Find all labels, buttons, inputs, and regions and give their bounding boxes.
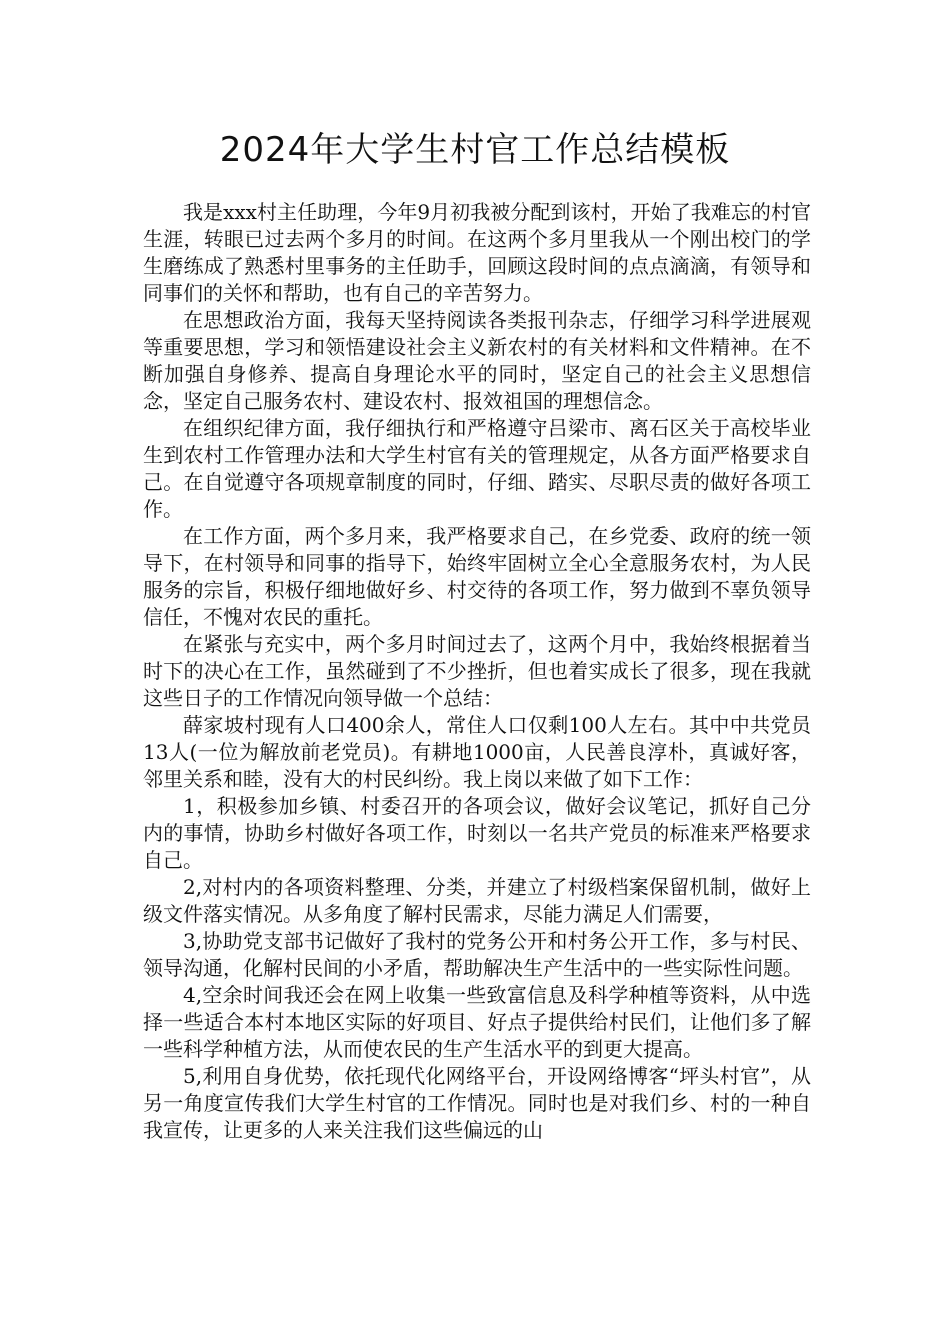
paragraph-summary-lead: 在紧张与充实中，两个多月时间过去了，这两个月中，我始终根据着当时下的决心在工作，虽然碰到了不少挫折，但也着实成长了很多，现在我就这些日子的工作情况向领导做一个总结： [143, 632, 811, 710]
paragraph-intro: 我是xxx村主任助理，今年9月初我被分配到该村，开始了我难忘的村官生涯，转眼已过去两个多月的时间。在这两个多月里我从一个刚出校门的学生磨练成了熟悉村里事务的主任助手，回顾这段时间的点点滴滴，有领导和同事们的关怀和帮助，也有自己的辛苦努力。 [143, 200, 811, 305]
list-item-5: 5,利用自身优势，依托现代化网络平台，开设网络博客“坪头村官”，从另一角度宣传我们大学生村官的工作情况。同时也是对我们乡、村的一种自我宣传，让更多的人来关注我们这些偏远的山 [143, 1064, 811, 1142]
document-title: 2024年大学生村官工作总结模板 [219, 130, 731, 170]
document-body [143, 199, 811, 1144]
paragraph-discipline: 在组织纪律方面，我仔细执行和严格遵守吕梁市、离石区关于高校毕业生到农村工作管理办法和大学生村官有关的管理规定，从各方面严格要求自己。在自觉遵守各项规章制度的同时，仔细、踏实、尽职尽责的做好各项工作。 [143, 416, 811, 521]
paragraph-village-info: 薛家坡村现有人口400余人，常住人口仅剩100人左右。其中中共党员13人(一位为解放前老党员)。有耕地1000亩，人民善良淳朴，真诚好客，邻里关系和睦，没有大的村民纠纷。我上岗以来做了如下工作： [143, 713, 811, 791]
list-item-1: 1，积极参加乡镇、村委召开的各项会议，做好会议笔记，抓好自己分内的事情，协助乡村做好各项工作，时刻以一名共产党员的标准来严格要求自己。 [143, 794, 811, 872]
list-item-3: 3,协助党支部书记做好了我村的党务公开和村务公开工作，多与村民、领导沟通，化解村民间的小矛盾，帮助解决生产生活中的一些实际性问题。 [143, 929, 811, 980]
list-item-4: 4,空余时间我还会在网上收集一些致富信息及科学种植等资料，从中选择一些适合本村本地区实际的好项目、好点子提供给村民们，让他们多了解一些科学种植方法，从而使农民的生产生活水平的到更大提高。 [143, 983, 811, 1061]
paragraph-political: 在思想政治方面，我每天坚持阅读各类报刊杂志，仔细学习科学进展观等重要思想，学习和领悟建设社会主义新农村的有关材料和文件精神。在不断加强自身修养、提高自身理论水平的同时，坚定自己的社会主义思想信念，坚定自己服务农村、建设农村、报效祖国的理想信念。 [143, 308, 811, 413]
paragraph-work: 在工作方面，两个多月来，我严格要求自己，在乡党委、政府的统一领导下，在村领导和同事的指导下，始终牢固树立全心全意服务农村，为人民服务的宗旨，积极仔细地做好乡、村交待的各项工作，努力做到不辜负领导信任，不愧对农民的重托。 [143, 524, 811, 629]
list-item-2: 2,对村内的各项资料整理、分类，并建立了村级档案保留机制，做好上级文件落实情况。从多角度了解村民需求，尽能力满足人们需要， [143, 875, 811, 926]
